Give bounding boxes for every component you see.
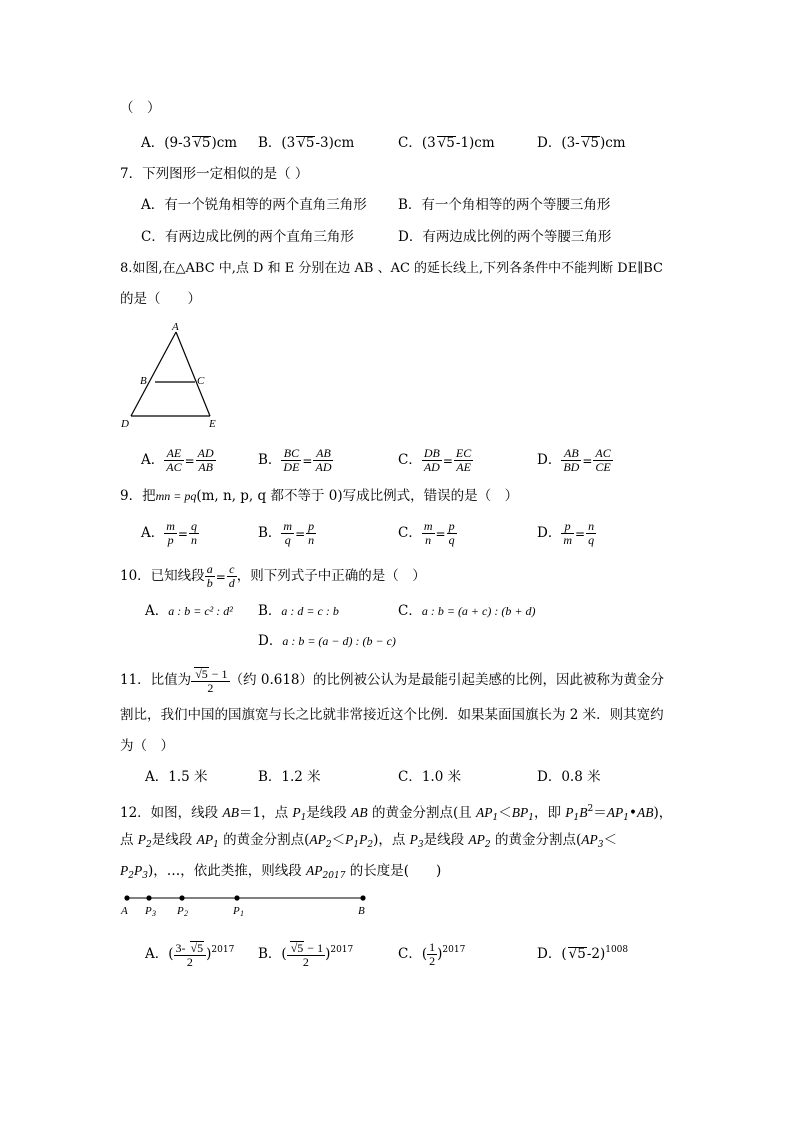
q9-stem: 9．把mn = pq(m, n, p, q 都不等于 0)写成比例式，错误的是（ ） — [120, 488, 519, 504]
q9-option-d: D． $\frac{p}{m}$ = $\frac{n}{q}$ — [537, 519, 595, 547]
q6-b-text: B．(3 — [258, 135, 296, 151]
q9-equation: mn = pq — [155, 489, 197, 503]
q8-option-d: D． $\frac{AB}{BD}$ = $\frac{AC}{CE}$ — [537, 446, 611, 474]
q11-option-c: C．1.0 米 — [398, 769, 462, 785]
q9-option-c: C． $\frac{m}{n}$ = $\frac{p}{q}$ — [398, 519, 455, 547]
q6-a-end: )cm — [211, 135, 238, 151]
q12-option-c: C．( $\frac{1}{2}$ )$^{2017}$ — [398, 940, 466, 968]
q8-a-frac2: $\frac{AD}{AB}$ — [197, 446, 214, 474]
q6-d-text: D．(3- — [537, 135, 580, 151]
q8-label-c: C — [197, 375, 205, 387]
q8-d-frac1: $\frac{AB}{BD}$ — [563, 446, 580, 474]
q12-label-p1: P — [233, 905, 240, 917]
q8-option-a: A． $\frac{AE}{AC}$ = $\frac{AD}{AB}$ — [141, 446, 214, 474]
q6-c-sqrt: √5 — [437, 135, 455, 151]
q12-label-p3: P — [145, 905, 152, 917]
q10-option-b: B．a : d = c : b — [258, 603, 339, 619]
q8-a-frac1: $\frac{AE}{AC}$ — [166, 446, 182, 474]
q8-b-frac2: $\frac{AB}{AD}$ — [315, 446, 332, 474]
q10-option-a: A．a : b = c² : d² — [145, 603, 233, 619]
q12-label-p3-sub: 3 — [152, 909, 156, 918]
q12-point-p1 — [234, 895, 239, 900]
q12-option-a: A．( $\frac{3- √5}{2}$ )$^{2017}$ — [145, 940, 235, 969]
q12-option-d: D．( √5-2)$^{1008}$ — [537, 945, 629, 962]
q12-option-b: B．( $\frac{√5 - 1}{2}$ )$^{2017}$ — [258, 940, 354, 969]
q8-d-frac2: $\frac{AC}{CE}$ — [595, 446, 611, 474]
q8-line-ad — [131, 332, 176, 416]
q9-option-a: A． $\frac{m}{p}$ = $\frac{q}{n}$ — [141, 519, 197, 547]
q8-triangle-figure — [118, 318, 228, 430]
q12-point-a — [124, 895, 129, 900]
q6-a-text: A．(9-3 — [141, 135, 192, 151]
q6-option-a — [141, 133, 237, 153]
q8-c-frac2: $\frac{EC}{AE}$ — [455, 446, 472, 474]
q12-stem-line1: 12．如图，线段 AB＝1，点 $P_1$是线段 AB 的黄金分割点(且 $AP_1<BP_1$，即 $P_1B^2=AP_1•AB$)， — [120, 804, 673, 823]
q8-stem-line1: 8.如图,在△ABC 中,点 D 和 E 分别在边 AB 、AC 的延长线上,下列各条件中不能判断 DE∥BC — [120, 261, 663, 276]
q12-label-p2-sub: 2 — [184, 909, 188, 918]
q8-label-d: D — [121, 418, 129, 430]
q12-point-p2 — [179, 895, 184, 900]
q7-option-b: B．有一个角相等的两个等腰三角形 — [398, 197, 611, 213]
q11-option-b: B．1.2 米 — [258, 769, 321, 785]
q6-option-c — [398, 133, 495, 153]
q6-c-text: C．(3 — [398, 135, 436, 151]
q6-d-sqrt: √5 — [581, 135, 599, 151]
q10-stem: 10．已知线段 $\frac{a}{b}$ = $\frac{c}{d}$ ，则下列式子中正确的是（ ） — [120, 562, 426, 590]
q11-stem-line2: 割比，我们中国的国旗宽与长之比就非常接近这个比例．如果某面国旗长为 2 米．则其宽约 — [120, 707, 664, 723]
q12-label-p2: P — [177, 905, 184, 917]
q11-option-a: A．1.5 米 — [145, 769, 208, 785]
q7-stem: 7．下列图形一定相似的是（ ） — [120, 166, 309, 182]
q8-line-ae — [176, 332, 210, 416]
q8-c-frac1: $\frac{DB}{AD}$ — [423, 446, 440, 474]
q8-label-a: A — [172, 321, 179, 333]
q6-option-d — [537, 133, 626, 153]
q10-option-d: D．a : b = (a − d) : (b − c) — [258, 633, 396, 649]
q8-label-b: B — [140, 375, 147, 387]
q6-b-end: -3)cm — [315, 135, 355, 151]
q12-stem-line3: $P_2P_3$)，…，依此类推，则线段 $AP_{2017}$ 的长度是( ) — [120, 863, 442, 881]
q7-option-a: A．有一个锐角相等的两个直角三角形 — [141, 197, 367, 213]
q9-option-b: B． $\frac{m}{q}$ = $\frac{p}{n}$ — [258, 519, 315, 547]
q8-option-b: B． $\frac{BC}{DE}$ = $\frac{AB}{AD}$ — [258, 446, 332, 474]
q8-label-e: E — [209, 418, 216, 430]
q11-stem-line1: 11．比值为 $\frac{√5 - 1}{2}$ （约 0.618）的比例被公认为是最能引起美感的比例，因此被称为黄金分 — [120, 666, 665, 695]
q6-bracket: （ ） — [120, 100, 161, 116]
q12-label-b: B — [358, 905, 365, 917]
q8-stem-line2: 的是（ ） — [120, 291, 201, 307]
q10-option-c: C．a : b = (a + c) : (b + d) — [398, 603, 536, 619]
q12-segment-figure — [118, 890, 378, 920]
q12-point-p3 — [146, 895, 151, 900]
q11-option-d: D．0.8 米 — [537, 769, 601, 785]
q8-b-frac1: $\frac{BC}{DE}$ — [283, 446, 300, 474]
q7-option-d: D．有两边成比例的两个等腰三角形 — [398, 229, 612, 245]
q11-golden-ratio-frac: $\frac{√5 - 1}{2}$ — [191, 667, 229, 695]
q6-d-end: )cm — [599, 135, 626, 151]
q12-label-p1-sub: 1 — [240, 909, 244, 918]
q11-stem-line3: 为（ ） — [120, 738, 174, 754]
q8-option-c: C． $\frac{DB}{AD}$ = $\frac{EC}{AE}$ — [398, 446, 472, 474]
q6-a-sqrt: √5 — [193, 135, 211, 151]
q12-stem-line2: 点 $P_2$是线段 $AP_1$ 的黄金分割点$(AP_2<P_1P_2)$，点 $P_3$是线段 $AP_2$ 的黄金分割点($AP_3<$ — [120, 832, 617, 850]
q6-option-b — [258, 133, 354, 153]
q6-c-end: -1)cm — [455, 135, 495, 151]
q7-option-c: C．有两边成比例的两个直角三角形 — [141, 229, 354, 245]
q6-b-sqrt: √5 — [297, 135, 315, 151]
q12-label-a: A — [121, 905, 128, 917]
q12-point-b — [360, 895, 365, 900]
